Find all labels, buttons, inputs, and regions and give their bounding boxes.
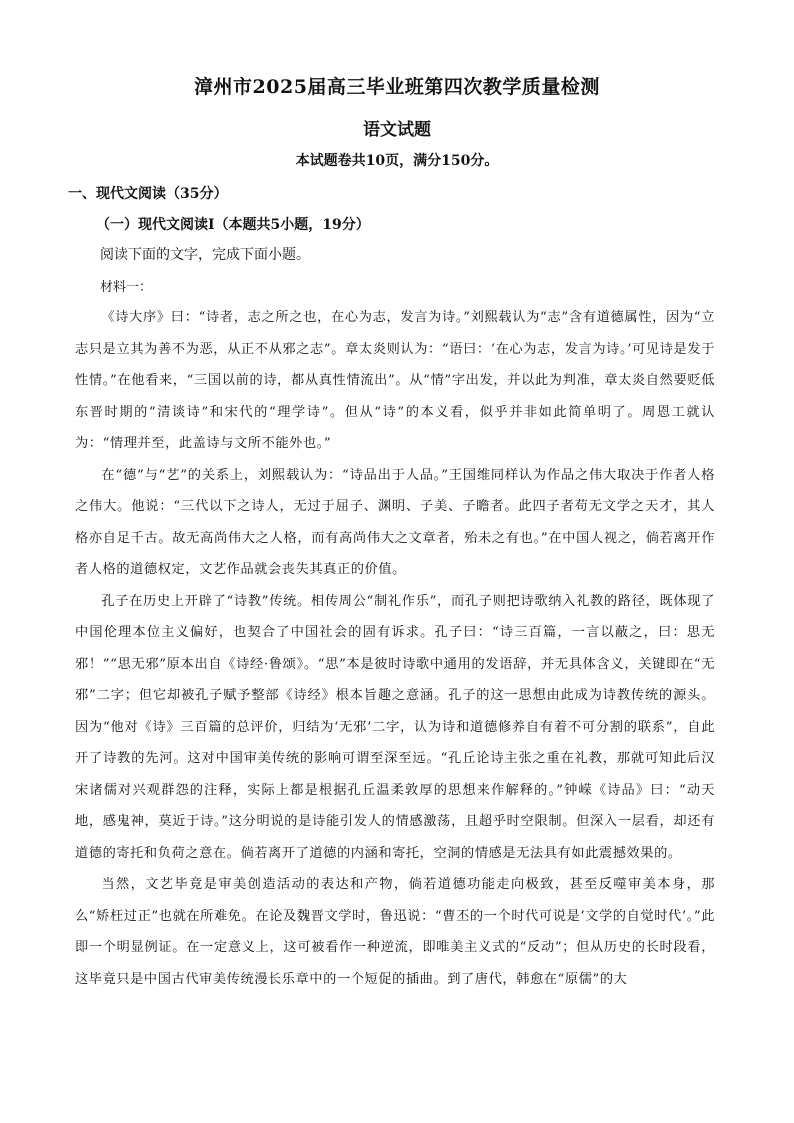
exam-title: 漳州市2025届高三毕业班第四次教学质量检测 (194, 76, 600, 98)
material-label: 材料一： (100, 280, 153, 295)
passage-paragraph: 在“德”与“艺”的关系上，刘熙载认为：“诗品出于人品。”王国维同样认为作品之伟大取决于作者人格之伟大。他说：“三代以下之诗人，无过于屈子、渊明、子美、子瞻者。此四子者苟无文学之天才，其人格亦自足千古。故无高尚伟大之人格，而有高尚伟大之文章者，殆未之有也。”在中国人视之，倘若离开作者人格的道德权定，文艺作品就会丧失其真正的价值。 (75, 467, 715, 577)
passage-paragraph: 孔子在历史上开辟了“诗教”传统。相传周公“制礼作乐”，而孔子则把诗歌纳入礼教的路径，既体现了中国伦理本位主义偏好，也契合了中国社会的固有诉求。孔子曰：“诗三百篇，一言以蔽之，曰：思无邪！”“思无邪”原本出自《诗经·鲁颂》。“思”本是彼时诗歌中通用的发语辞，并无具体含义，关键即在“无邪”二字；但它却被孔子赋予整部《诗经》根本旨趣之意涵。孔子的这一思想由此成为诗教传统的源头。因为“他对《诗》三百篇的总评价，归结为‘无邪’二字，认为诗和道德修养自有着不可分割的联系”，自此开了诗教的先河。这对中国审美传统的影响可谓至深至远。“孔丘论诗主张之重在礼教，那就可知此后汉宋诸儒对兴观群怨的注释，实际上都是根据孔丘温柔敦厚的思想来作解释的。”钟嵘《诗品》曰：“动天地，感鬼神，莫近于诗。”这分明说的是诗能引发人的情感激荡，且超乎时空限制。但深入一层看，却还有道德的寄托和负荷之意在。倘若离开了道德的内涵和寄托，空洞的情感是无法具有如此震撼效果的。 (75, 593, 715, 861)
passage-body (75, 302, 715, 995)
reading-instruction: 阅读下面的文字，完成下面小题。 (100, 247, 310, 263)
exam-note: 本试题卷共10页，满分150分。 (295, 153, 499, 169)
passage-paragraph: 当然，文艺毕竟是审美创造活动的表达和产物，倘若道德功能走向极致，甚至反噬审美本身，那么“矫枉过正”也就在所难免。在论及魏晋文学时，鲁迅说：“曹丕的一个时代可说是‘文学的自觉时代’。”此即一个明显例证。在一定意义上，这可被看作一种逆流，即唯美主义式的“反动”；但从历史的长时段看，这毕竟只是中国古代审美传统漫长乐章中的一个短促的插曲。到了唐代，韩愈在“原儒”的大 (75, 877, 715, 987)
passage-paragraph: 《诗大序》曰：“诗者，志之所之也，在心为志，发言为诗。”刘熙载认为“志”含有道德属性，因为“立志只是立其为善不为恶，从正不从邪之志”。章太炎则认为：“语曰：‘在心为志，发言为诗。’可见诗是发于性情。”在他看来，“三国以前的诗，都从真性情流出”。从“情”字出发，并以此为判准，章太炎自然要贬低东晋时期的“清谈诗”和宋代的“理学诗”。但从“诗”的本义看，似乎并非如此简单明了。周恩工就认为：“情理并至，此盖诗与文所不能外也。” (75, 310, 715, 451)
exam-subtitle: 语文试题 (363, 120, 431, 140)
section-heading: 一、现代文阅读（35分） (68, 186, 228, 202)
subsection-heading: （一）现代文阅读Ⅰ（本题共5小题，19分） (96, 217, 370, 233)
